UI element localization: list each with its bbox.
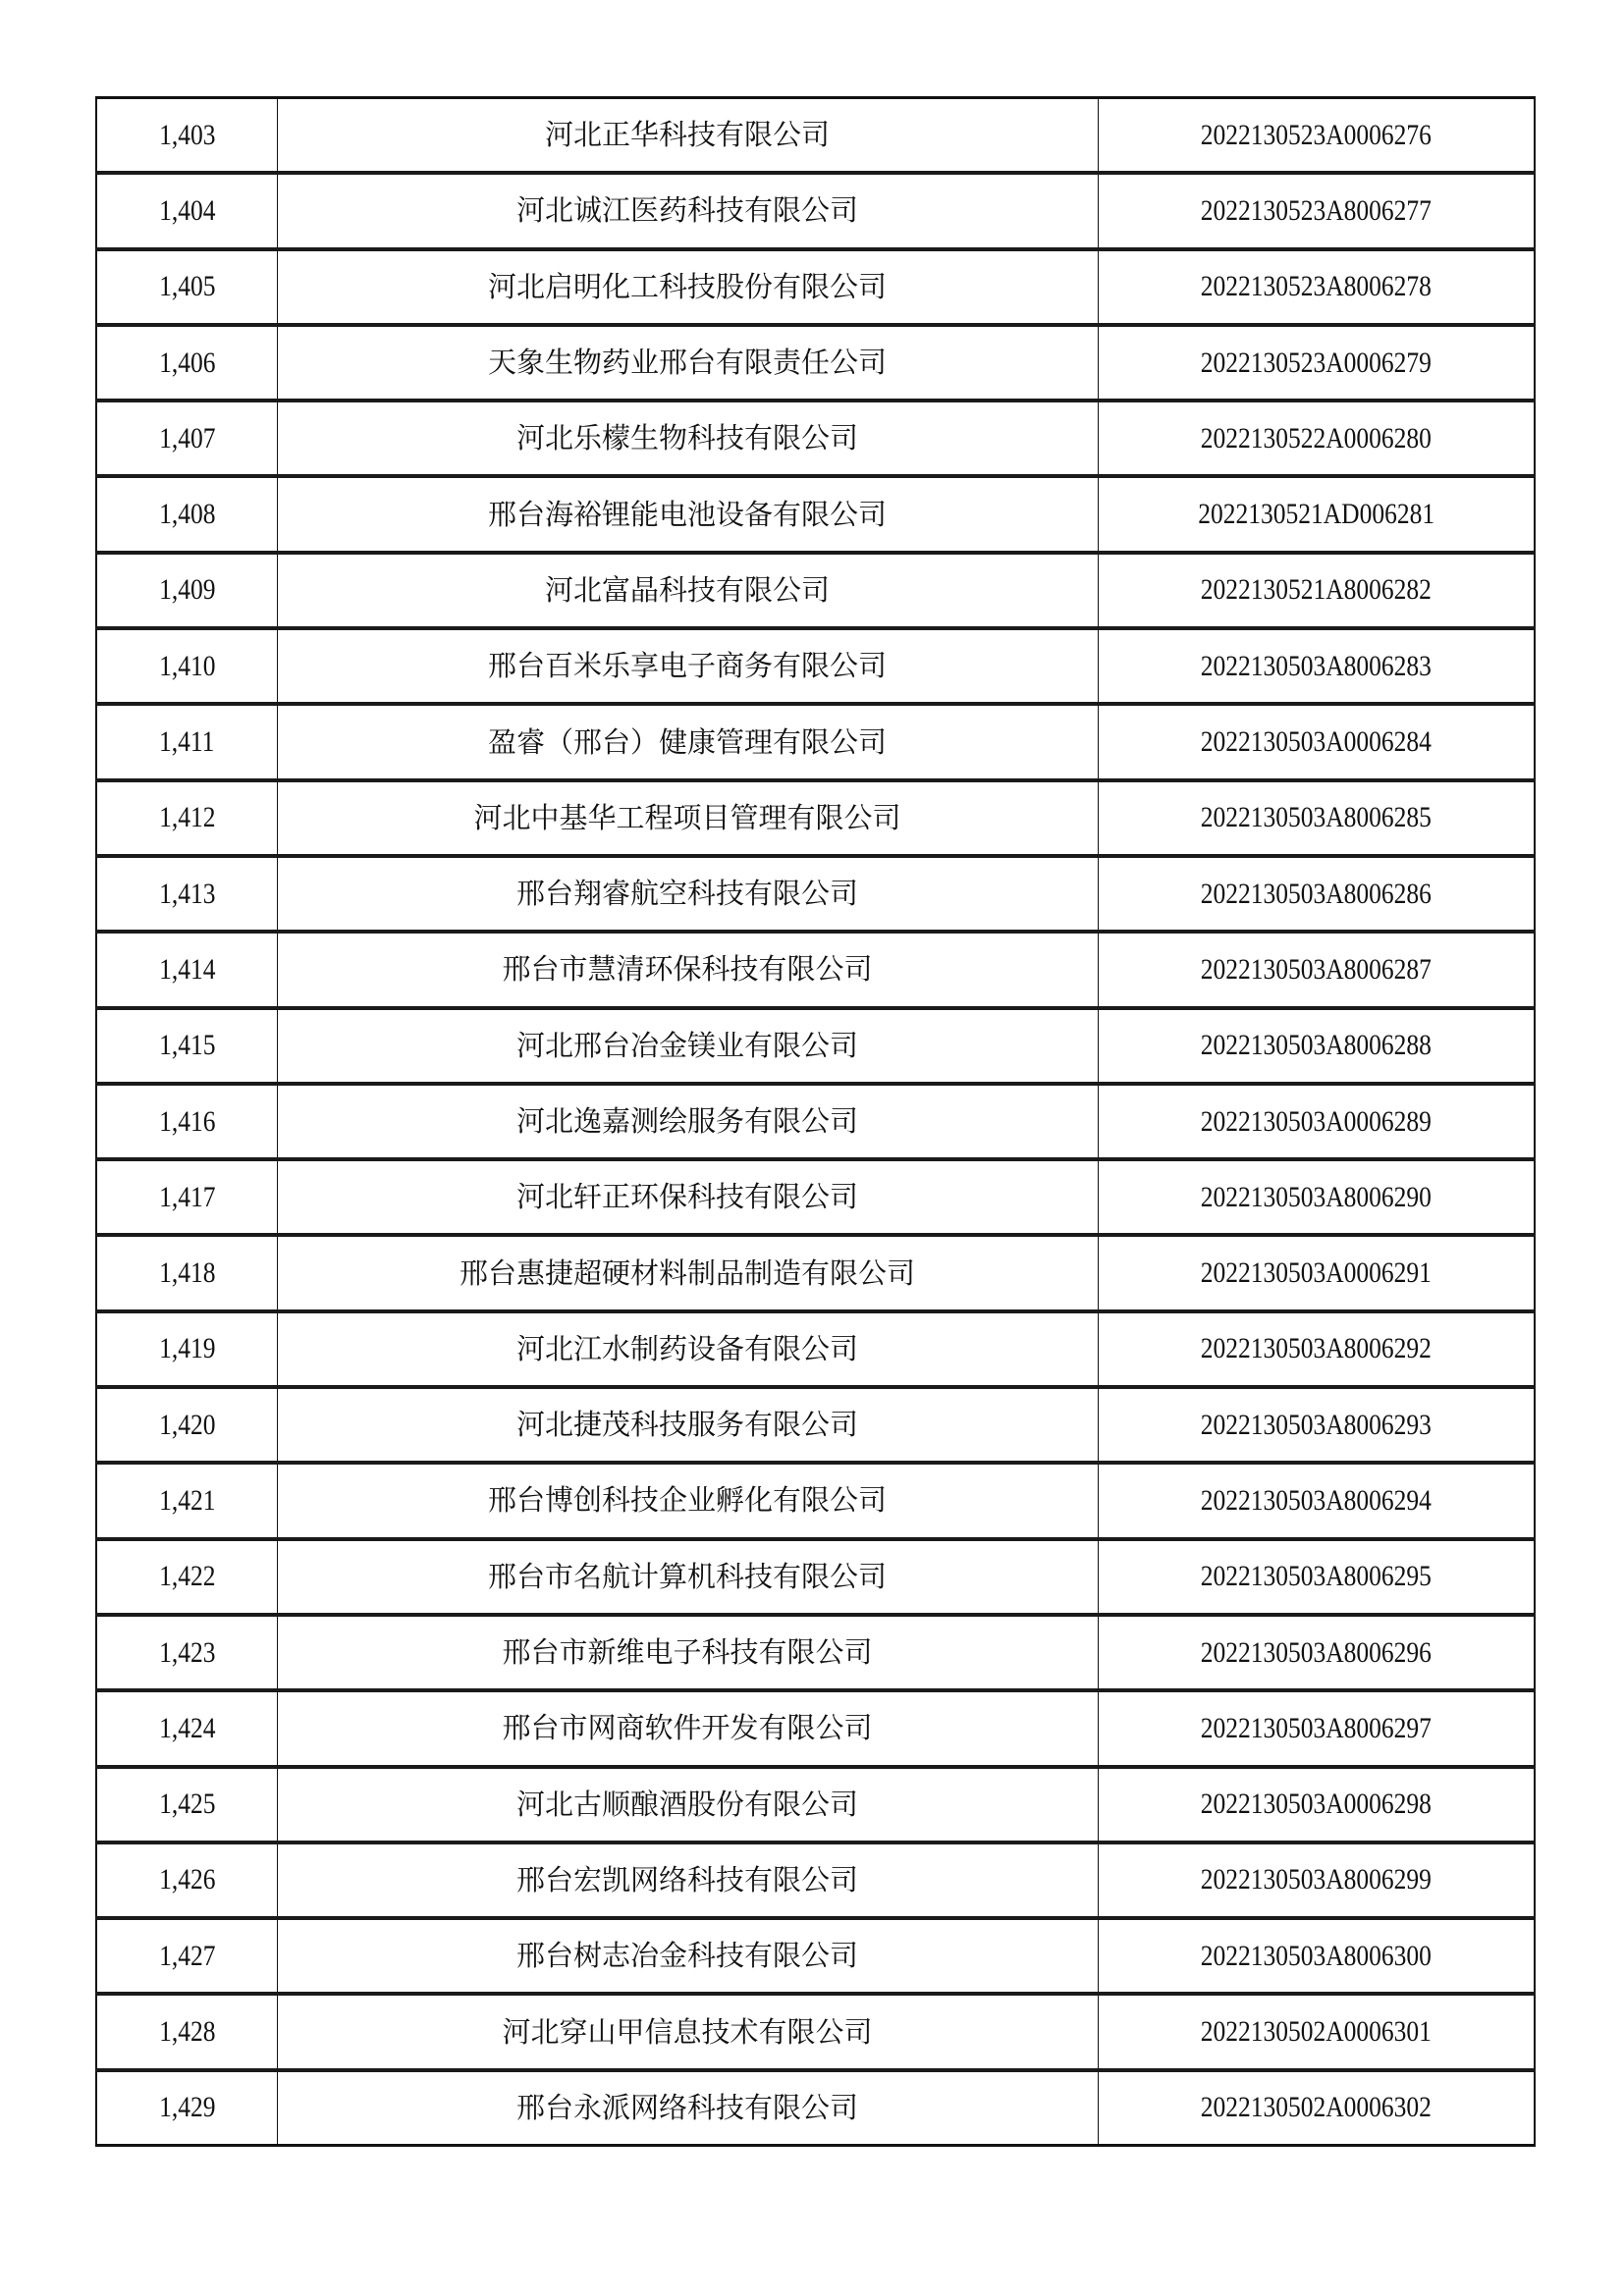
- row-index: 1,413: [158, 877, 215, 910]
- index-cell: [96, 1084, 277, 1159]
- index-cell: [96, 1463, 277, 1538]
- row-index: 1,410: [158, 649, 215, 682]
- registration-code-cell: [1098, 1311, 1535, 1387]
- registration-code-cell: [1098, 2070, 1535, 2146]
- company-name: 河北逸嘉测绘服务有限公司: [515, 1104, 858, 1138]
- registration-code-cell: [1098, 98, 1535, 174]
- registration-code: 2022130523A8006278: [1200, 270, 1432, 303]
- table-row: [96, 98, 1535, 174]
- row-index: 1,421: [158, 1483, 215, 1517]
- table-row: [96, 553, 1535, 628]
- table-row: [96, 173, 1535, 248]
- registration-code: 2022130523A0006279: [1200, 346, 1432, 379]
- table-row: [96, 1008, 1535, 1084]
- registration-code-cell: [1098, 1159, 1535, 1235]
- row-index: 1,415: [158, 1029, 215, 1062]
- registration-code-cell: [1098, 1690, 1535, 1766]
- index-cell: [96, 1842, 277, 1918]
- company-name: 邢台市慧清环保科技有限公司: [502, 952, 873, 987]
- registration-code-cell: [1098, 1767, 1535, 1842]
- registration-code: 2022130523A0006276: [1200, 118, 1432, 151]
- company-name: 邢台百米乐享电子商务有限公司: [487, 649, 887, 683]
- table-row: [96, 628, 1535, 704]
- table-row: [96, 1767, 1535, 1842]
- company-name-cell: [277, 1008, 1098, 1084]
- registration-code-cell: [1098, 173, 1535, 248]
- table-row: [96, 249, 1535, 325]
- company-name-cell: [277, 628, 1098, 704]
- company-name: 邢台海裕锂能电池设备有限公司: [487, 497, 887, 531]
- company-name: 河北诚江医药科技有限公司: [515, 193, 858, 228]
- company-name-cell: [277, 1615, 1098, 1690]
- company-name-cell: [277, 1767, 1098, 1842]
- company-name: 河北轩正环保科技有限公司: [515, 1180, 858, 1214]
- company-name-cell: [277, 1842, 1098, 1918]
- company-name-cell: [277, 1387, 1098, 1463]
- row-index: 1,426: [158, 1863, 215, 1896]
- registration-code-cell: [1098, 249, 1535, 325]
- registration-code-cell: [1098, 1615, 1535, 1690]
- index-cell: [96, 1311, 277, 1387]
- index-cell: [96, 780, 277, 856]
- company-name: 邢台宏凯网络科技有限公司: [515, 1862, 858, 1896]
- registration-code-cell: [1098, 1994, 1535, 2069]
- company-name: 河北正华科技有限公司: [544, 118, 830, 152]
- registration-code: 2022130503A0006289: [1200, 1104, 1432, 1138]
- index-cell: [96, 856, 277, 932]
- table-row: [96, 325, 1535, 400]
- registration-code-cell: [1098, 476, 1535, 552]
- table-row: [96, 704, 1535, 779]
- registration-code: 2022130503A0006291: [1200, 1256, 1432, 1290]
- index-cell: [96, 553, 277, 628]
- registration-code-cell: [1098, 1084, 1535, 1159]
- row-index: 1,429: [158, 2091, 215, 2124]
- registration-code: 2022130523A8006277: [1200, 193, 1432, 227]
- index-cell: [96, 1235, 277, 1310]
- index-cell: [96, 1615, 277, 1690]
- index-cell: [96, 1767, 277, 1842]
- registration-code-cell: [1098, 1235, 1535, 1310]
- registration-code-cell: [1098, 400, 1535, 476]
- company-name: 邢台翔睿航空科技有限公司: [515, 877, 858, 911]
- table-row: [96, 400, 1535, 476]
- company-name-cell: [277, 173, 1098, 248]
- table-row: [96, 1539, 1535, 1615]
- table-row: [96, 1690, 1535, 1766]
- table-row: [96, 1235, 1535, 1310]
- company-name-cell: [277, 1994, 1098, 2069]
- company-name: 邢台树志冶金科技有限公司: [515, 1939, 858, 1973]
- company-name-cell: [277, 704, 1098, 779]
- index-cell: [96, 1690, 277, 1766]
- row-index: 1,406: [158, 346, 215, 379]
- registration-code-cell: [1098, 856, 1535, 932]
- registration-code-cell: [1098, 1008, 1535, 1084]
- index-cell: [96, 249, 277, 325]
- company-name-cell: [277, 1539, 1098, 1615]
- company-name-cell: [277, 1235, 1098, 1310]
- registration-code-cell: [1098, 325, 1535, 400]
- company-name: 河北穿山甲信息技术有限公司: [502, 2014, 873, 2049]
- registration-code: 2022130503A8006286: [1200, 877, 1432, 910]
- table-row: [96, 476, 1535, 552]
- company-name-cell: [277, 1311, 1098, 1387]
- row-index: 1,424: [158, 1711, 215, 1744]
- registration-code-cell: [1098, 553, 1535, 628]
- company-name-cell: [277, 1918, 1098, 1994]
- company-name-cell: [277, 249, 1098, 325]
- registration-code: 2022130503A8006293: [1200, 1408, 1432, 1441]
- company-name: 邢台市网商软件开发有限公司: [502, 1711, 873, 1745]
- registration-code: 2022130503A8006292: [1200, 1332, 1432, 1365]
- row-index: 1,427: [158, 1939, 215, 1972]
- registration-code-cell: [1098, 1463, 1535, 1538]
- company-name: 河北邢台冶金镁业有限公司: [515, 1028, 858, 1062]
- row-index: 1,409: [158, 573, 215, 607]
- index-cell: [96, 1008, 277, 1084]
- row-index: 1,403: [158, 118, 215, 151]
- registration-code: 2022130522A0006280: [1200, 421, 1432, 454]
- index-cell: [96, 1918, 277, 1994]
- index-cell: [96, 2070, 277, 2146]
- company-name: 邢台永派网络科技有限公司: [515, 2090, 858, 2124]
- company-registry-table: [95, 96, 1536, 2147]
- company-name: 河北启明化工科技股份有限公司: [487, 269, 887, 303]
- registration-code: 2022130503A0006284: [1200, 725, 1432, 759]
- company-name-cell: [277, 553, 1098, 628]
- company-name-cell: [277, 932, 1098, 1007]
- registration-code: 2022130503A8006290: [1200, 1180, 1432, 1213]
- index-cell: [96, 628, 277, 704]
- table-row: [96, 1387, 1535, 1463]
- index-cell: [96, 1159, 277, 1235]
- registration-code: 2022130521AD006281: [1197, 498, 1434, 531]
- row-index: 1,420: [158, 1408, 215, 1441]
- company-name: 邢台市新维电子科技有限公司: [502, 1635, 873, 1670]
- company-name: 河北富晶科技有限公司: [544, 572, 830, 607]
- registration-code-cell: [1098, 932, 1535, 1007]
- company-name-cell: [277, 98, 1098, 174]
- company-name-cell: [277, 325, 1098, 400]
- registration-code: 2022130503A8006288: [1200, 1029, 1432, 1062]
- row-index: 1,411: [159, 725, 215, 759]
- index-cell: [96, 325, 277, 400]
- company-name: 邢台市名航计算机科技有限公司: [487, 1559, 887, 1593]
- row-index: 1,418: [158, 1256, 215, 1290]
- index-cell: [96, 1539, 277, 1615]
- index-cell: [96, 400, 277, 476]
- company-name: 河北乐檬生物科技有限公司: [515, 421, 858, 455]
- registration-code-cell: [1098, 628, 1535, 704]
- table-body: [96, 98, 1535, 2146]
- registration-code: 2022130503A8006297: [1200, 1711, 1432, 1744]
- table-row: [96, 1994, 1535, 2069]
- company-name: 盈睿（邢台）健康管理有限公司: [487, 724, 887, 759]
- row-index: 1,422: [158, 1560, 215, 1593]
- registration-code-cell: [1098, 704, 1535, 779]
- registration-code: 2022130521A8006282: [1200, 573, 1432, 607]
- row-index: 1,419: [158, 1332, 215, 1365]
- registration-code-cell: [1098, 1539, 1535, 1615]
- company-name-cell: [277, 780, 1098, 856]
- registration-code: 2022130503A8006295: [1200, 1560, 1432, 1593]
- table-row: [96, 1842, 1535, 1918]
- company-name: 邢台博创科技企业孵化有限公司: [487, 1483, 887, 1518]
- registration-code: 2022130503A8006294: [1200, 1483, 1432, 1517]
- company-name: 河北捷茂科技服务有限公司: [515, 1408, 858, 1442]
- registration-code-cell: [1098, 1842, 1535, 1918]
- company-name: 邢台惠捷超硬材料制品制造有限公司: [459, 1255, 915, 1290]
- registration-code: 2022130503A8006299: [1200, 1863, 1432, 1896]
- table-row: [96, 1159, 1535, 1235]
- row-index: 1,414: [158, 952, 215, 986]
- table-row: [96, 1311, 1535, 1387]
- index-cell: [96, 98, 277, 174]
- registration-code: 2022130503A8006287: [1200, 952, 1432, 986]
- company-name-cell: [277, 1084, 1098, 1159]
- table-row: [96, 780, 1535, 856]
- table-row: [96, 1084, 1535, 1159]
- row-index: 1,425: [158, 1788, 215, 1821]
- table-row: [96, 1463, 1535, 1538]
- row-index: 1,428: [158, 2015, 215, 2049]
- table-row: [96, 1918, 1535, 1994]
- company-name-cell: [277, 1463, 1098, 1538]
- company-name-cell: [277, 400, 1098, 476]
- table-row: [96, 856, 1535, 932]
- row-index: 1,416: [158, 1104, 215, 1138]
- index-cell: [96, 932, 277, 1007]
- index-cell: [96, 173, 277, 248]
- index-cell: [96, 704, 277, 779]
- table-row: [96, 2070, 1535, 2146]
- company-name: 河北中基华工程项目管理有限公司: [473, 800, 901, 834]
- registration-code: 2022130503A8006300: [1200, 1939, 1432, 1972]
- registration-code-cell: [1098, 1387, 1535, 1463]
- row-index: 1,408: [158, 498, 215, 531]
- row-index: 1,417: [158, 1180, 215, 1213]
- table-row: [96, 1615, 1535, 1690]
- company-name-cell: [277, 1690, 1098, 1766]
- row-index: 1,412: [158, 801, 215, 834]
- row-index: 1,405: [158, 270, 215, 303]
- registration-code: 2022130503A8006285: [1200, 801, 1432, 834]
- registration-code-cell: [1098, 1918, 1535, 1994]
- company-name-cell: [277, 1159, 1098, 1235]
- company-name: 河北古顺酿酒股份有限公司: [515, 1787, 858, 1821]
- company-name-cell: [277, 856, 1098, 932]
- registration-code: 2022130503A8006296: [1200, 1635, 1432, 1669]
- registration-code-cell: [1098, 780, 1535, 856]
- index-cell: [96, 1994, 277, 2069]
- company-name: 河北江水制药设备有限公司: [515, 1331, 858, 1365]
- registration-code: 2022130502A0006302: [1200, 2091, 1432, 2124]
- registration-code: 2022130502A0006301: [1200, 2015, 1432, 2049]
- row-index: 1,404: [158, 193, 215, 227]
- company-name: 天象生物药业邢台有限责任公司: [487, 346, 887, 380]
- company-name-cell: [277, 476, 1098, 552]
- company-name-cell: [277, 2070, 1098, 2146]
- index-cell: [96, 1387, 277, 1463]
- table-row: [96, 932, 1535, 1007]
- row-index: 1,423: [158, 1635, 215, 1669]
- index-cell: [96, 476, 277, 552]
- registration-code: 2022130503A0006298: [1200, 1788, 1432, 1821]
- registration-code: 2022130503A8006283: [1200, 649, 1432, 682]
- row-index: 1,407: [158, 421, 215, 454]
